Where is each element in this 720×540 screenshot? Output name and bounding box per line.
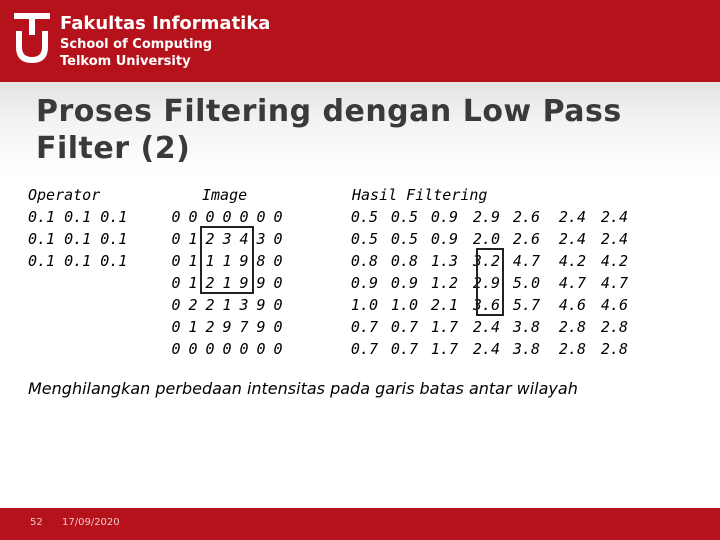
image-cell: 1 [188, 230, 198, 248]
result-cell: 0.7 [390, 318, 418, 336]
image-cell: 1 [188, 318, 198, 336]
result-cell: 2.4 [600, 208, 628, 226]
image-cell: 2 [205, 274, 215, 292]
operator-row: 0.1 0.1 0.1 [28, 208, 128, 226]
image-cell: 0 [205, 340, 215, 358]
result-cell: 2.9 [472, 208, 500, 226]
result-cell: 4.2 [600, 252, 628, 270]
result-cell: 1.0 [350, 296, 378, 314]
operator-label: Operator [28, 186, 101, 204]
image-cell: 0 [188, 340, 198, 358]
image-cell: 2 [205, 318, 215, 336]
page-number: 52 [30, 517, 43, 528]
result-cell: 3.8 [512, 318, 540, 336]
image-cell: 0 [188, 208, 198, 226]
result-cell: 2.0 [472, 230, 500, 248]
image-cell: 0 [239, 208, 249, 226]
result-cell: 1.0 [390, 296, 418, 314]
result-cell: 3.6 [472, 296, 500, 314]
image-cell: 3 [239, 296, 249, 314]
image-cell: 0 [205, 208, 215, 226]
image-kernel-window [200, 226, 254, 294]
image-cell: 1 [222, 252, 232, 270]
image-cell: 0 [256, 208, 266, 226]
image-cell: 0 [222, 340, 232, 358]
image-cell: 0 [171, 208, 181, 226]
image-cell: 0 [222, 208, 232, 226]
result-cell: 2.4 [558, 230, 586, 248]
result-cell: 0.7 [350, 318, 378, 336]
image-cell: 1 [188, 252, 198, 270]
image-cell: 3 [256, 230, 266, 248]
result-cell: 2.4 [472, 340, 500, 358]
result-cell: 5.0 [512, 274, 540, 292]
result-highlight-box [476, 248, 504, 316]
result-cell: 0.5 [350, 208, 378, 226]
image-cell: 0 [171, 296, 181, 314]
result-cell: 2.8 [558, 318, 586, 336]
footer-bar [0, 508, 720, 540]
header-bar [0, 0, 720, 82]
image-cell: 0 [171, 274, 181, 292]
result-cell: 2.6 [512, 208, 540, 226]
result-cell: 2.4 [600, 230, 628, 248]
result-cell: 1.7 [430, 340, 458, 358]
result-cell: 0.8 [390, 252, 418, 270]
image-cell: 9 [256, 274, 266, 292]
image-cell: 0 [273, 296, 283, 314]
slide-date: 17/09/2020 [62, 517, 120, 528]
result-cell: 2.9 [472, 274, 500, 292]
image-cell: 1 [222, 296, 232, 314]
image-cell: 1 [205, 252, 215, 270]
image-cell: 2 [205, 230, 215, 248]
image-cell: 0 [273, 230, 283, 248]
result-cell: 1.7 [430, 318, 458, 336]
result-cell: 4.7 [558, 274, 586, 292]
result-cell: 0.9 [430, 208, 458, 226]
slide-title [36, 93, 622, 167]
image-cell: 0 [239, 340, 249, 358]
result-cell: 4.6 [558, 296, 586, 314]
operator-block [28, 184, 127, 272]
image-cell: 0 [273, 252, 283, 270]
operator-row: 0.1 0.1 0.1 [28, 252, 128, 270]
result-cell: 3.8 [512, 340, 540, 358]
image-cell: 0 [273, 318, 283, 336]
institution-line-3: Telkom University [60, 54, 191, 69]
result-cell: 5.7 [512, 296, 540, 314]
image-cell: 2 [205, 296, 215, 314]
result-cell: 0.5 [390, 230, 418, 248]
image-cell: 9 [239, 274, 249, 292]
result-cell: 3.2 [472, 252, 500, 270]
image-cell: 9 [256, 318, 266, 336]
result-cell: 0.8 [350, 252, 378, 270]
result-cell: 1.3 [430, 252, 458, 270]
university-logo-icon [12, 11, 52, 67]
result-cell: 4.6 [600, 296, 628, 314]
result-cell: 2.4 [472, 318, 500, 336]
result-label: Hasil Filtering [352, 186, 488, 204]
result-cell: 4.7 [600, 274, 628, 292]
result-cell: 0.9 [430, 230, 458, 248]
operator-row: 0.1 0.1 0.1 [28, 230, 128, 248]
image-cell: 8 [256, 252, 266, 270]
image-cell: 9 [256, 296, 266, 314]
result-cell: 0.5 [350, 230, 378, 248]
image-cell: 3 [222, 230, 232, 248]
institution-line-2: School of Computing [60, 37, 213, 52]
image-cell: 0 [273, 208, 283, 226]
result-cell: 0.9 [390, 274, 418, 292]
result-cell: 2.6 [512, 230, 540, 248]
result-cell: 2.4 [558, 208, 586, 226]
institution-line-1: Fakultas Informatika [60, 13, 271, 34]
slide-title-line-1: Proses Filtering dengan Low Pass [36, 94, 622, 129]
result-cell: 1.2 [430, 274, 458, 292]
result-cell: 2.8 [600, 340, 628, 358]
image-cell: 1 [222, 274, 232, 292]
result-cell: 0.5 [390, 208, 418, 226]
result-cell: 2.8 [600, 318, 628, 336]
image-cell: 9 [222, 318, 232, 336]
slide-title-line-2: Filter (2) [36, 131, 191, 166]
image-cell: 0 [273, 274, 283, 292]
image-cell: 0 [273, 340, 283, 358]
image-cell: 0 [171, 340, 181, 358]
image-cell: 4 [239, 230, 249, 248]
result-cell: 2.1 [430, 296, 458, 314]
image-cell: 2 [188, 296, 198, 314]
result-cell: 4.7 [512, 252, 540, 270]
image-cell: 0 [171, 252, 181, 270]
note-text: Menghilangkan perbedaan intensitas pada garis batas antar wilayah [28, 379, 578, 398]
institution-name [60, 12, 270, 70]
result-cell: 0.9 [350, 274, 378, 292]
result-cell: 4.2 [558, 252, 586, 270]
result-cell: 0.7 [350, 340, 378, 358]
image-cell: 7 [239, 318, 249, 336]
image-label: Image [202, 186, 248, 204]
image-cell: 0 [171, 230, 181, 248]
image-cell: 9 [239, 252, 249, 270]
image-cell: 0 [171, 318, 181, 336]
result-cell: 2.8 [558, 340, 586, 358]
result-cell: 0.7 [390, 340, 418, 358]
image-cell: 1 [188, 274, 198, 292]
image-cell: 0 [256, 340, 266, 358]
